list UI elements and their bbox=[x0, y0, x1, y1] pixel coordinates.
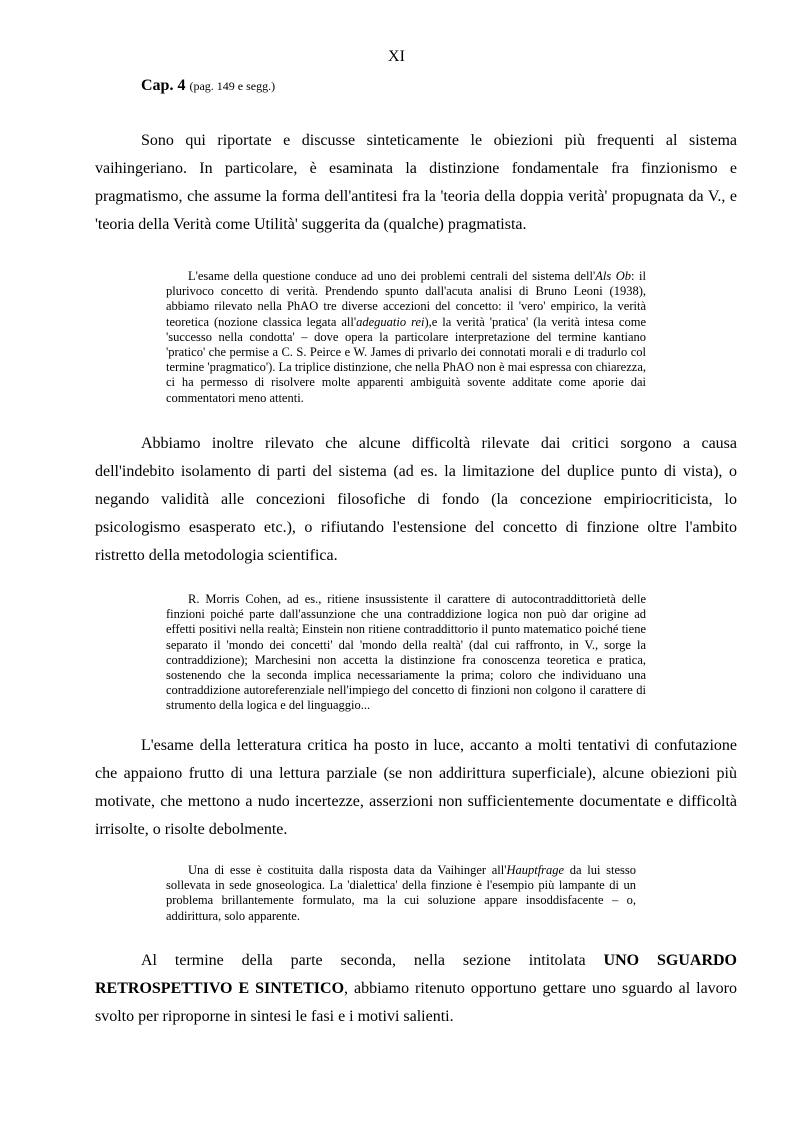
section-title-reference: UNO SGUARDO RETROSPETTIVO E SINTETICO bbox=[95, 952, 737, 997]
block-quote-2: R. Morris Cohen, ad es., ritiene insussistente il carattere di autocontraddittorietà delle finzioni poiché parte dall'assunzione che una contraddizione logica non può dar origine ad effetti positivi nella realtà; Einstein non ritiene contraddittorio il punto matematico poiché tiene separato il 'mondo dei concetti' dal 'mondo della realtà' (dal cui raffronto, in V., sorge la contraddizione); Marchesini non accetta la distinzione fra conoscenza teoretica e pratica, sostenendo che la seconda implica necessariamente la prima; coloro che individuano una contraddizione autoreferenziale nell'impiego del concetto di finzioni non colgono il carattere di strumento della logica e del linguaggio... bbox=[166, 592, 646, 713]
block-quote-3-italic-hauptfrage: Hauptfrage bbox=[506, 863, 565, 877]
block-quote-3-text-c: da lui stesso sollevata in sede gnoseologica. La 'dialettica' della finzione è l'esempio più lampante di un problema brillantemente formulato, ma la cui soluzione appare insoddisfacente – o, addirittura, solo apparente. bbox=[166, 863, 636, 923]
body-paragraph-4-text-a: Al termine della parte seconda, nella sezione intitolata bbox=[141, 952, 604, 969]
page-number: XI bbox=[388, 48, 405, 65]
block-quote-1-italic-adeguatio: adeguatio rei bbox=[356, 314, 425, 329]
block-quote-3 bbox=[166, 863, 636, 924]
body-paragraph-3: L'esame della letteratura critica ha posto in luce, accanto a molti tentativi di confutazione che appaiono frutto di una lettura parziale (se non addirittura superficiale), alcune obiezioni più motivate, che mettono a nudo incertezze, asserzioni non sufficientemente documentate e difficoltà irrisolte, o risolte debolmente. bbox=[95, 737, 737, 838]
body-paragraph-4 bbox=[95, 947, 737, 1031]
chapter-page-reference: (pag. 149 e segg.) bbox=[189, 79, 276, 93]
block-quote-1-text-a: L'esame della questione conduce ad uno dei problemi centrali del sistema dell' bbox=[188, 269, 596, 283]
chapter-label: Cap. 4 bbox=[141, 77, 186, 94]
block-quote-1-text-e: ),e la verità 'pratica' (la verità intesa come 'successo nella condotta' – dove opera la particolare interpretazione del termine kantiano 'pratico' che permise a C. S. Peirce e W. James di privarlo dei connotati morali e di tradurlo col termine 'pragmatico'). La triplice distinzione, che nella PhAO non è mai espressa con chiarezza, ci ha permesso di risolvere molte apparenti ambiguità sovente additate come aporie dai commentatori meno attenti. bbox=[166, 314, 646, 405]
body-paragraph-4-text-c: , abbiamo ritenuto opportuno gettare uno sguardo al lavoro svolto per riproporne in sintesi le fasi e i motivi salienti. bbox=[95, 980, 738, 1025]
block-quote-1-text-c: : il plurivoco concetto di verità. Prendendo spunto dall'acuta analisi di Bruno Leoni (1938), abbiamo rilevato nella PhAO tre diverse accezioni del concetto: il 'vero' empirico, la verità teoretica (nozione classica legata all' bbox=[166, 269, 647, 329]
chapter-heading bbox=[141, 75, 275, 97]
block-quote-1 bbox=[166, 269, 646, 406]
body-paragraph-1: Sono qui riportate e discusse sinteticamente le obiezioni più frequenti al sistema vaihingeriano. In particolare, è esaminata la distinzione fondamentale fra finzionismo e pragmatismo, che assume la forma dell'antitesi fra la 'teoria della doppia verità' propugnata da V., e 'teoria della Verità come Utilità' suggerita da (qualche) pragmatista. bbox=[95, 132, 737, 233]
body-paragraph-2: Abbiamo inoltre rilevato che alcune difficoltà rilevate dai critici sorgono a causa dell'indebito isolamento di parti del sistema (ad es. la limitazione del duplice punto di vista), o negando validità alle concezioni filosofiche di fondo (la concezione empiriocriticista, lo psicologismo esasperato etc.), o rifiutando l'estensione del concetto di finzione oltre l'ambito ristretto della metodologia scientifica. bbox=[95, 435, 737, 564]
block-quote-1-italic-als-ob: Als Ob bbox=[595, 269, 632, 283]
block-quote-3-text-a: Una di esse è costituita dalla risposta data da Vaihinger all' bbox=[188, 863, 507, 877]
